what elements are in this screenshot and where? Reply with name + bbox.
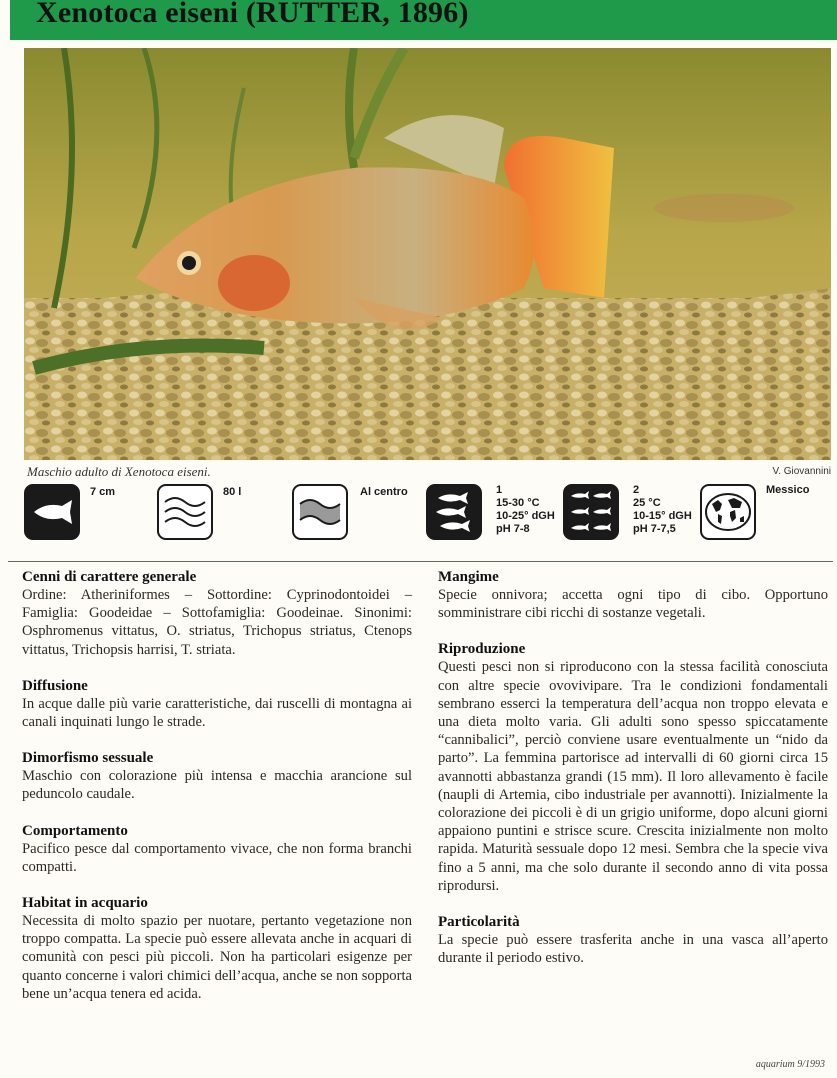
group-1-hardness: 10-25° dGH <box>496 510 555 522</box>
source-footer: aquarium 9/1993 <box>755 1059 825 1070</box>
section-habitat <box>22 894 412 1003</box>
section-text: Necessita di molto spazio per nuotare, pertanto vegetazione non troppo compatta. La specie può essere allevata anche in acquari di comunità con pesci più piccoli. Non ha particolari esigenze per quanto concerne i valori chimici dell’acqua, anche se non sopporta bene un’acqua tenera ed acida. <box>22 913 412 1002</box>
group-2-stats <box>633 484 692 536</box>
section-text: Ordine: Atheriniformes – Sottordine: Cyprinodontoidei – Famiglia: Goodeidae – Sottofamiglia: Goodeinae. Sinonimi: Osphromenus vittatus, O. striatus, Trichopus striatus, Ctenops vittatus, Trichopsis harrisi, T. striata. <box>22 587 412 658</box>
section-text: In acque dalle più varie caratteristiche, dai ruscelli di montagna ai canali inquinati lungo le strade. <box>22 695 412 731</box>
fish-group-2-icon <box>563 484 619 540</box>
section-title: Mangime <box>438 569 499 585</box>
section-title: Habitat in acquario <box>22 895 148 912</box>
stats-strip <box>0 480 837 550</box>
left-column <box>22 568 412 1021</box>
section-text: Specie onnivora; accetta ogni tipo di cibo. Opportuno somministrare cibi ricchi di sostanze vegetali. <box>438 587 828 622</box>
section-text: Maschio con colorazione più intensa e macchia arancione sul peduncolo caudale. <box>22 768 412 803</box>
group-1-ph: pH 7-8 <box>496 523 530 535</box>
world-map-icon <box>700 484 756 540</box>
title-bar <box>10 0 837 40</box>
section-title: Riproduzione <box>438 641 526 658</box>
fish-photo <box>24 48 831 460</box>
section-title: Particolarità <box>438 914 520 931</box>
group-1-temp: 15-30 °C <box>496 497 540 509</box>
section-title: Comportamento <box>22 822 128 839</box>
section-text: La specie può essere trasferita anche in una vasca all’aperto durante il periodo estivo. <box>438 932 828 967</box>
fish-size-icon <box>24 484 80 540</box>
group-1-stats <box>496 484 555 536</box>
page-title: Xenotoca eiseni (RUTTER, 1896) <box>36 0 469 29</box>
group-2-ph: pH 7-7,5 <box>633 523 676 535</box>
group-1-count: 1 <box>496 484 503 496</box>
group-2-hardness: 10-15° dGH <box>633 510 692 522</box>
origin-value: Messico <box>766 484 810 496</box>
tank-volume-value: 80 l <box>223 486 242 498</box>
fish-group-1-icon <box>426 484 482 540</box>
section-mangime <box>438 568 828 622</box>
section-text: Questi pesci non si riproducono con la stessa facilità conosciuta con altre specie ovovivipare. Tra le condizioni fondamentali sembrano esserci la temperatura dell’acqua non troppo elevata e una dieta molto varia. Gli adulti sono spesso spiccatamente “cannibalici”, perciò conviene usare eventualmente un “nido da parto”. La femmina partorisce ad intervalli di 60 giorni circa 15 avannotti abbastanza grandi (15 mm). Il loro allevamento è facile (naupli di Artemia, cibo industriale per avannotti). Inizialmente la colorazione dei piccoli è di un grigio uniforme, dopo alcuni giorni appaiono puntini e strisce scure. Crescita inizialmente non molto rapida. Maturità sessuale dopo 12 mesi. Sembra che la specie viva fino a 5 anni, ma che solo durante il secondo anno di vita possa riprodursi. <box>438 659 828 894</box>
section-dimorfismo <box>22 749 412 803</box>
section-particolarita <box>438 913 828 967</box>
fish-size-value: 7 cm <box>90 486 116 498</box>
group-2-count: 2 <box>633 484 640 496</box>
section-cenni <box>22 568 412 659</box>
swim-zone-value: Al centro <box>360 486 408 498</box>
section-text: Pacifico pesce dal comportamento vivace, che non forma branchi compatti. <box>22 840 412 875</box>
tank-volume-icon <box>157 484 213 540</box>
section-title: Dimorfismo sessuale <box>22 750 154 767</box>
section-divider <box>8 561 833 562</box>
section-title: Diffusione <box>22 677 88 694</box>
section-diffusione <box>22 677 412 731</box>
section-title: Cenni di carattere generale <box>22 569 197 585</box>
photo-credit: V. Giovannini <box>772 466 831 477</box>
group-2-temp: 25 °C <box>633 497 661 509</box>
swim-zone-icon <box>292 484 348 540</box>
section-riproduzione <box>438 640 828 895</box>
photo-caption: Maschio adulto di Xenotoca eiseni. <box>27 464 211 479</box>
right-column <box>438 568 828 985</box>
section-comportamento <box>22 822 412 876</box>
